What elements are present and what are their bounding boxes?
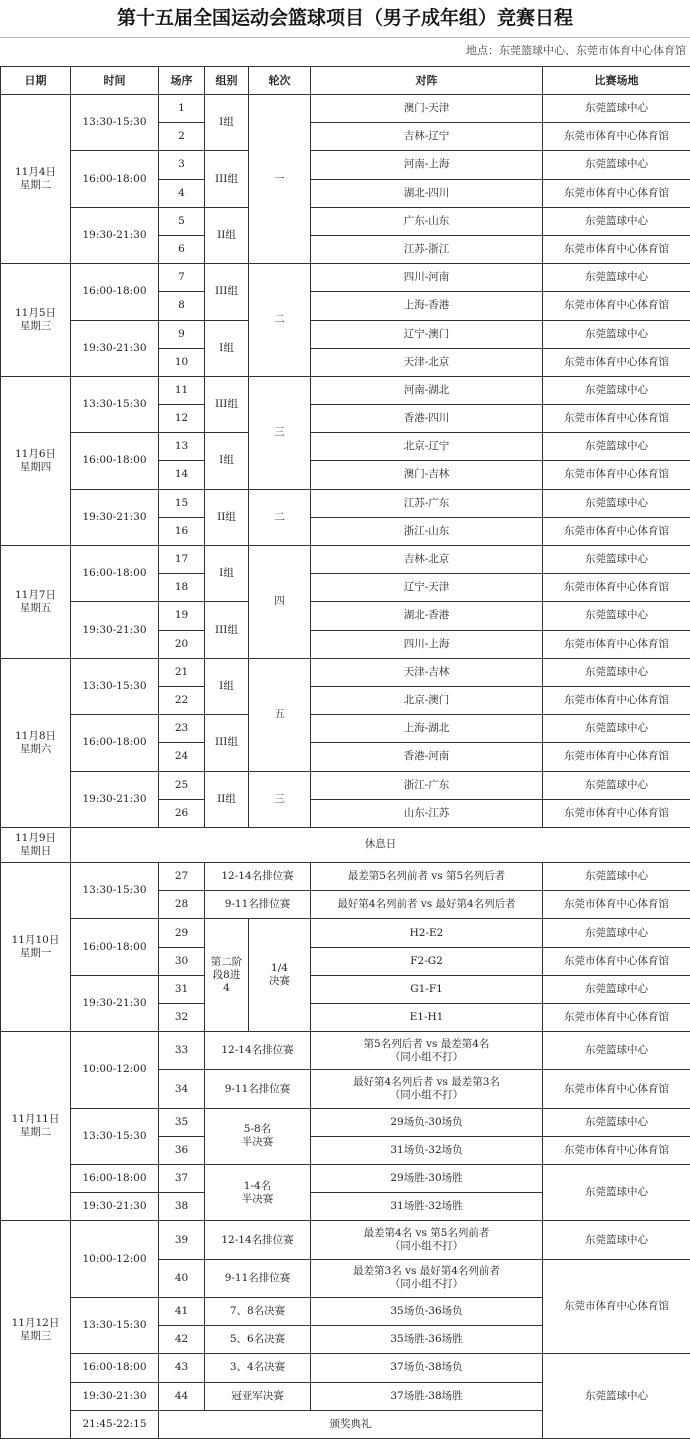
table-cell: 37场胜-38场胜: [311, 1382, 543, 1410]
table-cell: 浙江-山东: [311, 517, 543, 545]
table-cell: 36: [159, 1136, 205, 1164]
cell-line: 11月5日: [14, 306, 57, 319]
table-cell: 东莞市体育中心体育馆: [543, 630, 690, 658]
table-cell: 辽宁-天津: [311, 574, 543, 602]
table-cell: 一: [249, 95, 311, 264]
cell-line: 1-4名: [243, 1179, 272, 1192]
table-cell: [1, 1221, 71, 1439]
table-row: [1, 975, 690, 1003]
cell-line: 第5名列后者 vs 最差第4名: [363, 1037, 490, 1050]
table-cell: [205, 1165, 311, 1221]
table-cell: [1, 1032, 71, 1221]
table-cell: 东莞篮球中心: [543, 264, 690, 292]
table-row: [1, 1221, 690, 1259]
table-cell: 16:00-18:00: [71, 264, 159, 320]
table-cell: 16:00-18:00: [71, 1354, 159, 1382]
table-cell: 吉林-北京: [311, 546, 543, 574]
cell-line: 星期一: [19, 947, 52, 960]
cell-line: 星期六: [19, 742, 52, 755]
table-cell: 11: [159, 376, 205, 404]
table-cell: 37: [159, 1165, 205, 1193]
cell-line: 决赛: [269, 975, 290, 988]
table-cell: 31场胜-32场胜: [311, 1193, 543, 1221]
table-cell: 东莞篮球中心: [543, 1221, 690, 1259]
table-cell: 东莞市体育中心体育馆: [543, 799, 690, 827]
table-cell: 河南-上海: [311, 151, 543, 179]
table-cell: I组: [205, 433, 249, 489]
table-cell: [1, 95, 71, 264]
cell-line: 星期五: [19, 601, 52, 614]
table-cell: 13:30-15:30: [71, 863, 159, 919]
table-cell: 30: [159, 947, 205, 975]
table-row: [1, 151, 690, 179]
table-cell: 7、8名决赛: [205, 1297, 311, 1325]
table-cell: 四川-上海: [311, 630, 543, 658]
table-cell: 35场负-36场负: [311, 1297, 543, 1325]
page-title: 第十五届全国运动会篮球项目（男子成年组）竞赛日程: [116, 7, 573, 29]
table-cell: 东莞篮球中心: [543, 433, 690, 461]
table-row: [1, 95, 690, 123]
table-cell: 9-11名排位赛: [205, 1070, 311, 1108]
table-cell: I组: [205, 658, 249, 714]
table-row: [1, 1108, 690, 1136]
table-cell: 天津-吉林: [311, 658, 543, 686]
table-cell: 东莞篮球中心: [543, 602, 690, 630]
table-cell: [205, 1108, 311, 1164]
table-cell: 21:45-22:15: [71, 1410, 159, 1438]
table-cell: 吉林-辽宁: [311, 123, 543, 151]
table-cell: 河南-湖北: [311, 376, 543, 404]
cell-line: 最差第3名 vs 最好第4名列前者: [353, 1265, 500, 1278]
table-cell: 东莞篮球中心: [543, 546, 690, 574]
venue-location: 地点：东莞篮球中心、东莞市体育中心体育馆: [466, 44, 686, 57]
table-cell: 三: [249, 376, 311, 489]
table-cell: 38: [159, 1193, 205, 1221]
table-cell: 12-14名排位赛: [205, 1032, 311, 1070]
table-row: [1, 264, 690, 292]
table-cell: 东莞篮球中心: [543, 151, 690, 179]
table-cell: 东莞市体育中心体育馆: [543, 1070, 690, 1108]
cell-line: 5-8名: [243, 1123, 272, 1136]
table-row: [1, 376, 690, 404]
cell-line: 1/4: [271, 962, 288, 975]
table-cell: [1, 546, 71, 659]
table-cell: 3、4名决赛: [205, 1354, 311, 1382]
table-cell: [1, 658, 71, 827]
table-cell: 19:30-21:30: [71, 602, 159, 658]
table-cell: 32: [159, 1004, 205, 1032]
table-cell: H2-E2: [311, 919, 543, 947]
table-cell: 31场负-32场负: [311, 1136, 543, 1164]
table-cell: 辽宁-澳门: [311, 320, 543, 348]
table-cell: 颁奖典礼: [159, 1410, 543, 1438]
cell-line: 11月4日: [14, 165, 57, 178]
table-row: [1, 658, 690, 686]
table-cell: [1, 827, 71, 862]
table-cell: III组: [205, 264, 249, 320]
table-cell: 上海-香港: [311, 292, 543, 320]
table-cell: [311, 1259, 543, 1297]
table-row: [1, 602, 690, 630]
table-cell: 9-11名排位赛: [205, 1259, 311, 1297]
cell-line: （同小组不打）: [389, 1050, 464, 1063]
cell-line: 11月6日: [14, 447, 57, 460]
table-cell: 东莞市体育中心体育馆: [543, 686, 690, 714]
schedule-body: [1, 95, 690, 1439]
table-cell: 19:30-21:30: [71, 320, 159, 376]
cell-line: 11月12日: [11, 1316, 60, 1329]
table-cell: 28: [159, 891, 205, 919]
table-cell: 16:00-18:00: [71, 715, 159, 771]
cell-line: 星期二: [19, 1126, 52, 1139]
cell-line: 最差第4名 vs 第5名列前者: [363, 1226, 490, 1239]
table-cell: 四: [249, 546, 311, 659]
table-cell: 东莞篮球中心: [543, 863, 690, 891]
table-cell: 7: [159, 264, 205, 292]
cell-line: （同小组不打）: [389, 1240, 464, 1253]
table-cell: 12-14名排位赛: [205, 1221, 311, 1259]
table-cell: 43: [159, 1354, 205, 1382]
table-cell: 东莞篮球中心: [543, 975, 690, 1003]
table-cell: 东莞篮球中心: [543, 658, 690, 686]
table-cell: 13: [159, 433, 205, 461]
table-cell: 10:00-12:00: [71, 1032, 159, 1109]
table-cell: 东莞篮球中心: [543, 489, 690, 517]
table-cell: 6: [159, 235, 205, 263]
table-cell: 东莞篮球中心: [543, 771, 690, 799]
table-cell: 东莞市体育中心体育馆: [543, 292, 690, 320]
table-row: [1, 320, 690, 348]
table-cell: 31: [159, 975, 205, 1003]
table-cell: 三: [249, 771, 311, 827]
table-row: [1, 1354, 690, 1382]
table-cell: 42: [159, 1326, 205, 1354]
table-cell: 东莞市体育中心体育馆: [543, 123, 690, 151]
header-game-number: 场序: [159, 67, 205, 95]
table-cell: 江苏-广东: [311, 489, 543, 517]
table-cell: 20: [159, 630, 205, 658]
table-cell: 东莞篮球中心: [543, 376, 690, 404]
table-cell: 二: [249, 489, 311, 545]
table-cell: 26: [159, 799, 205, 827]
table-cell: [1, 264, 71, 377]
table-cell: 13:30-15:30: [71, 1297, 159, 1353]
table-cell: 2: [159, 123, 205, 151]
header-group: 组别: [205, 67, 249, 95]
table-cell: III组: [205, 376, 249, 432]
cell-line: 11月8日: [14, 729, 57, 742]
table-cell: 27: [159, 863, 205, 891]
table-cell: 冠亚军决赛: [205, 1382, 311, 1410]
table-cell: 29场负-30场负: [311, 1108, 543, 1136]
table-cell: 17: [159, 546, 205, 574]
table-cell: 29场胜-30场胜: [311, 1165, 543, 1193]
table-row: [1, 771, 690, 799]
table-cell: 12-14名排位赛: [205, 863, 311, 891]
table-cell: 东莞篮球中心: [543, 1108, 690, 1136]
table-cell: 16:00-18:00: [71, 1165, 159, 1193]
table-cell: 东莞市体育中心体育馆: [543, 405, 690, 433]
table-cell: E1-H1: [311, 1004, 543, 1032]
table-cell: 19:30-21:30: [71, 1193, 159, 1221]
table-cell: 东莞篮球中心: [543, 207, 690, 235]
table-cell: 39: [159, 1221, 205, 1259]
table-cell: 16:00-18:00: [71, 546, 159, 602]
table-cell: 东莞篮球中心: [543, 95, 690, 123]
table-cell: 44: [159, 1382, 205, 1410]
table-cell: 东莞市体育中心体育馆: [543, 461, 690, 489]
table-cell: 19:30-21:30: [71, 771, 159, 827]
table-cell: 15: [159, 489, 205, 517]
table-cell: 东莞市体育中心体育馆: [543, 517, 690, 545]
table-cell: 休息日: [71, 827, 690, 862]
table-cell: 东莞市体育中心体育馆: [543, 1004, 690, 1032]
table-cell: 33: [159, 1032, 205, 1070]
table-cell: 13:30-15:30: [71, 1108, 159, 1164]
table-cell: 北京-辽宁: [311, 433, 543, 461]
table-cell: 37场负-38场负: [311, 1354, 543, 1382]
table-cell: 东莞市体育中心体育馆: [543, 179, 690, 207]
table-cell: 东莞市体育中心体育馆: [543, 348, 690, 376]
table-cell: 东莞市体育中心体育馆: [543, 235, 690, 263]
header-round: 轮次: [249, 67, 311, 95]
table-cell: 湖北-香港: [311, 602, 543, 630]
cell-line: 段8进: [212, 968, 241, 981]
table-cell: 16: [159, 517, 205, 545]
table-cell: 25: [159, 771, 205, 799]
table-cell: 19:30-21:30: [71, 975, 159, 1031]
table-cell: III组: [205, 602, 249, 658]
table-row: [1, 489, 690, 517]
table-cell: 13:30-15:30: [71, 95, 159, 151]
table-row: [1, 1165, 690, 1193]
table-cell: 19:30-21:30: [71, 207, 159, 263]
table-cell: 上海-湖北: [311, 715, 543, 743]
table-cell: 22: [159, 686, 205, 714]
table-cell: 41: [159, 1297, 205, 1325]
table-cell: 最好第4名列前者 vs 最好第4名列后者: [311, 891, 543, 919]
table-cell: 1: [159, 95, 205, 123]
table-cell: I组: [205, 546, 249, 602]
table-row: [1, 546, 690, 574]
table-cell: 东莞篮球中心: [543, 320, 690, 348]
table-cell: 19:30-21:30: [71, 1382, 159, 1410]
header-time: 时间: [71, 67, 159, 95]
table-cell: 五: [249, 658, 311, 771]
table-cell: I组: [205, 320, 249, 376]
table-cell: 9-11名排位赛: [205, 891, 311, 919]
table-cell: [205, 919, 249, 1032]
cell-line: （同小组不打）: [389, 1089, 464, 1102]
table-cell: 35场胜-36场胜: [311, 1326, 543, 1354]
table-cell: 8: [159, 292, 205, 320]
table-row: [1, 827, 690, 862]
table-cell: 山东-江苏: [311, 799, 543, 827]
table-cell: 13:30-15:30: [71, 658, 159, 714]
table-row: [1, 863, 690, 891]
table-cell: 东莞市体育中心体育馆: [543, 1259, 690, 1354]
table-cell: 10:00-12:00: [71, 1221, 159, 1298]
cell-line: 11月11日: [11, 1113, 60, 1126]
table-row: [1, 207, 690, 235]
table-cell: 5: [159, 207, 205, 235]
table-cell: 湖北-四川: [311, 179, 543, 207]
table-cell: 9: [159, 320, 205, 348]
table-row: [1, 1032, 690, 1070]
table-cell: II组: [205, 489, 249, 545]
header-venue: 比赛场地: [543, 67, 690, 95]
table-cell: 最差第5名列前者 vs 第5名列后者: [311, 863, 543, 891]
table-cell: 东莞市体育中心体育馆: [543, 1136, 690, 1164]
cell-line: 星期三: [19, 320, 52, 332]
header-matchup: 对阵: [311, 67, 543, 95]
table-cell: II组: [205, 771, 249, 827]
table-cell: 二: [249, 264, 311, 377]
table-cell: 3: [159, 151, 205, 179]
table-cell: [1, 376, 71, 545]
table-cell: 东莞篮球中心: [543, 919, 690, 947]
table-cell: 北京-澳门: [311, 686, 543, 714]
table-cell: 12: [159, 405, 205, 433]
table-cell: 江苏-浙江: [311, 235, 543, 263]
table-cell: [249, 919, 311, 1032]
schedule-table: [0, 66, 690, 1439]
cell-line: 星期二: [19, 179, 52, 192]
cell-line: 星期三: [19, 1329, 52, 1342]
table-header-row: [1, 67, 690, 95]
table-cell: 40: [159, 1259, 205, 1297]
table-cell: 16:00-18:00: [71, 919, 159, 975]
cell-line: 星期四: [19, 460, 52, 473]
table-cell: 19:30-21:30: [71, 489, 159, 545]
table-cell: 东莞市体育中心体育馆: [543, 743, 690, 771]
table-cell: [311, 1070, 543, 1108]
table-row: [1, 715, 690, 743]
title-divider: [0, 37, 690, 38]
table-cell: 澳门-吉林: [311, 461, 543, 489]
table-cell: 5、6名决赛: [205, 1326, 311, 1354]
table-cell: [311, 1032, 543, 1070]
table-cell: 29: [159, 919, 205, 947]
table-cell: [311, 1221, 543, 1259]
cell-line: 4: [223, 981, 230, 994]
table-cell: 23: [159, 715, 205, 743]
table-cell: 天津-北京: [311, 348, 543, 376]
table-cell: 18: [159, 574, 205, 602]
table-cell: 香港-河南: [311, 743, 543, 771]
header-date: 日期: [1, 67, 71, 95]
table-cell: I组: [205, 95, 249, 151]
cell-line: 半决赛: [241, 1192, 274, 1205]
cell-line: 最好第4名列后者 vs 最差第3名: [353, 1075, 500, 1088]
table-cell: 4: [159, 179, 205, 207]
table-cell: 澳门-天津: [311, 95, 543, 123]
table-cell: 广东-山东: [311, 207, 543, 235]
table-cell: 香港-四川: [311, 405, 543, 433]
table-cell: G1-F1: [311, 975, 543, 1003]
cell-line: 11月9日: [14, 831, 57, 844]
table-cell: 19: [159, 602, 205, 630]
table-cell: 34: [159, 1070, 205, 1108]
table-cell: 四川-河南: [311, 264, 543, 292]
table-cell: 35: [159, 1108, 205, 1136]
table-cell: 10: [159, 348, 205, 376]
table-row: [1, 433, 690, 461]
cell-line: 11月10日: [11, 934, 60, 947]
table-cell: III组: [205, 151, 249, 207]
table-cell: 东莞市体育中心体育馆: [543, 574, 690, 602]
cell-line: （同小组不打）: [389, 1278, 464, 1291]
table-cell: 14: [159, 461, 205, 489]
table-cell: 东莞篮球中心: [543, 1165, 690, 1221]
table-cell: II组: [205, 207, 249, 263]
table-row: [1, 919, 690, 947]
table-cell: 24: [159, 743, 205, 771]
table-cell: 13:30-15:30: [71, 376, 159, 432]
table-cell: 东莞篮球中心: [543, 715, 690, 743]
table-cell: 浙江-广东: [311, 771, 543, 799]
table-cell: 东莞篮球中心: [543, 1354, 690, 1439]
table-cell: III组: [205, 715, 249, 771]
table-cell: 东莞篮球中心: [543, 1032, 690, 1070]
cell-line: 11月7日: [14, 588, 57, 601]
cell-line: 星期日: [19, 844, 52, 857]
table-cell: [1, 863, 71, 1032]
table-cell: 东莞市体育中心体育馆: [543, 947, 690, 975]
table-cell: 21: [159, 658, 205, 686]
table-cell: 16:00-18:00: [71, 151, 159, 207]
table-cell: 东莞市体育中心体育馆: [543, 891, 690, 919]
cell-line: 半决赛: [241, 1136, 274, 1149]
table-cell: F2-G2: [311, 947, 543, 975]
cell-line: 第二阶: [210, 955, 243, 968]
table-cell: 16:00-18:00: [71, 433, 159, 489]
